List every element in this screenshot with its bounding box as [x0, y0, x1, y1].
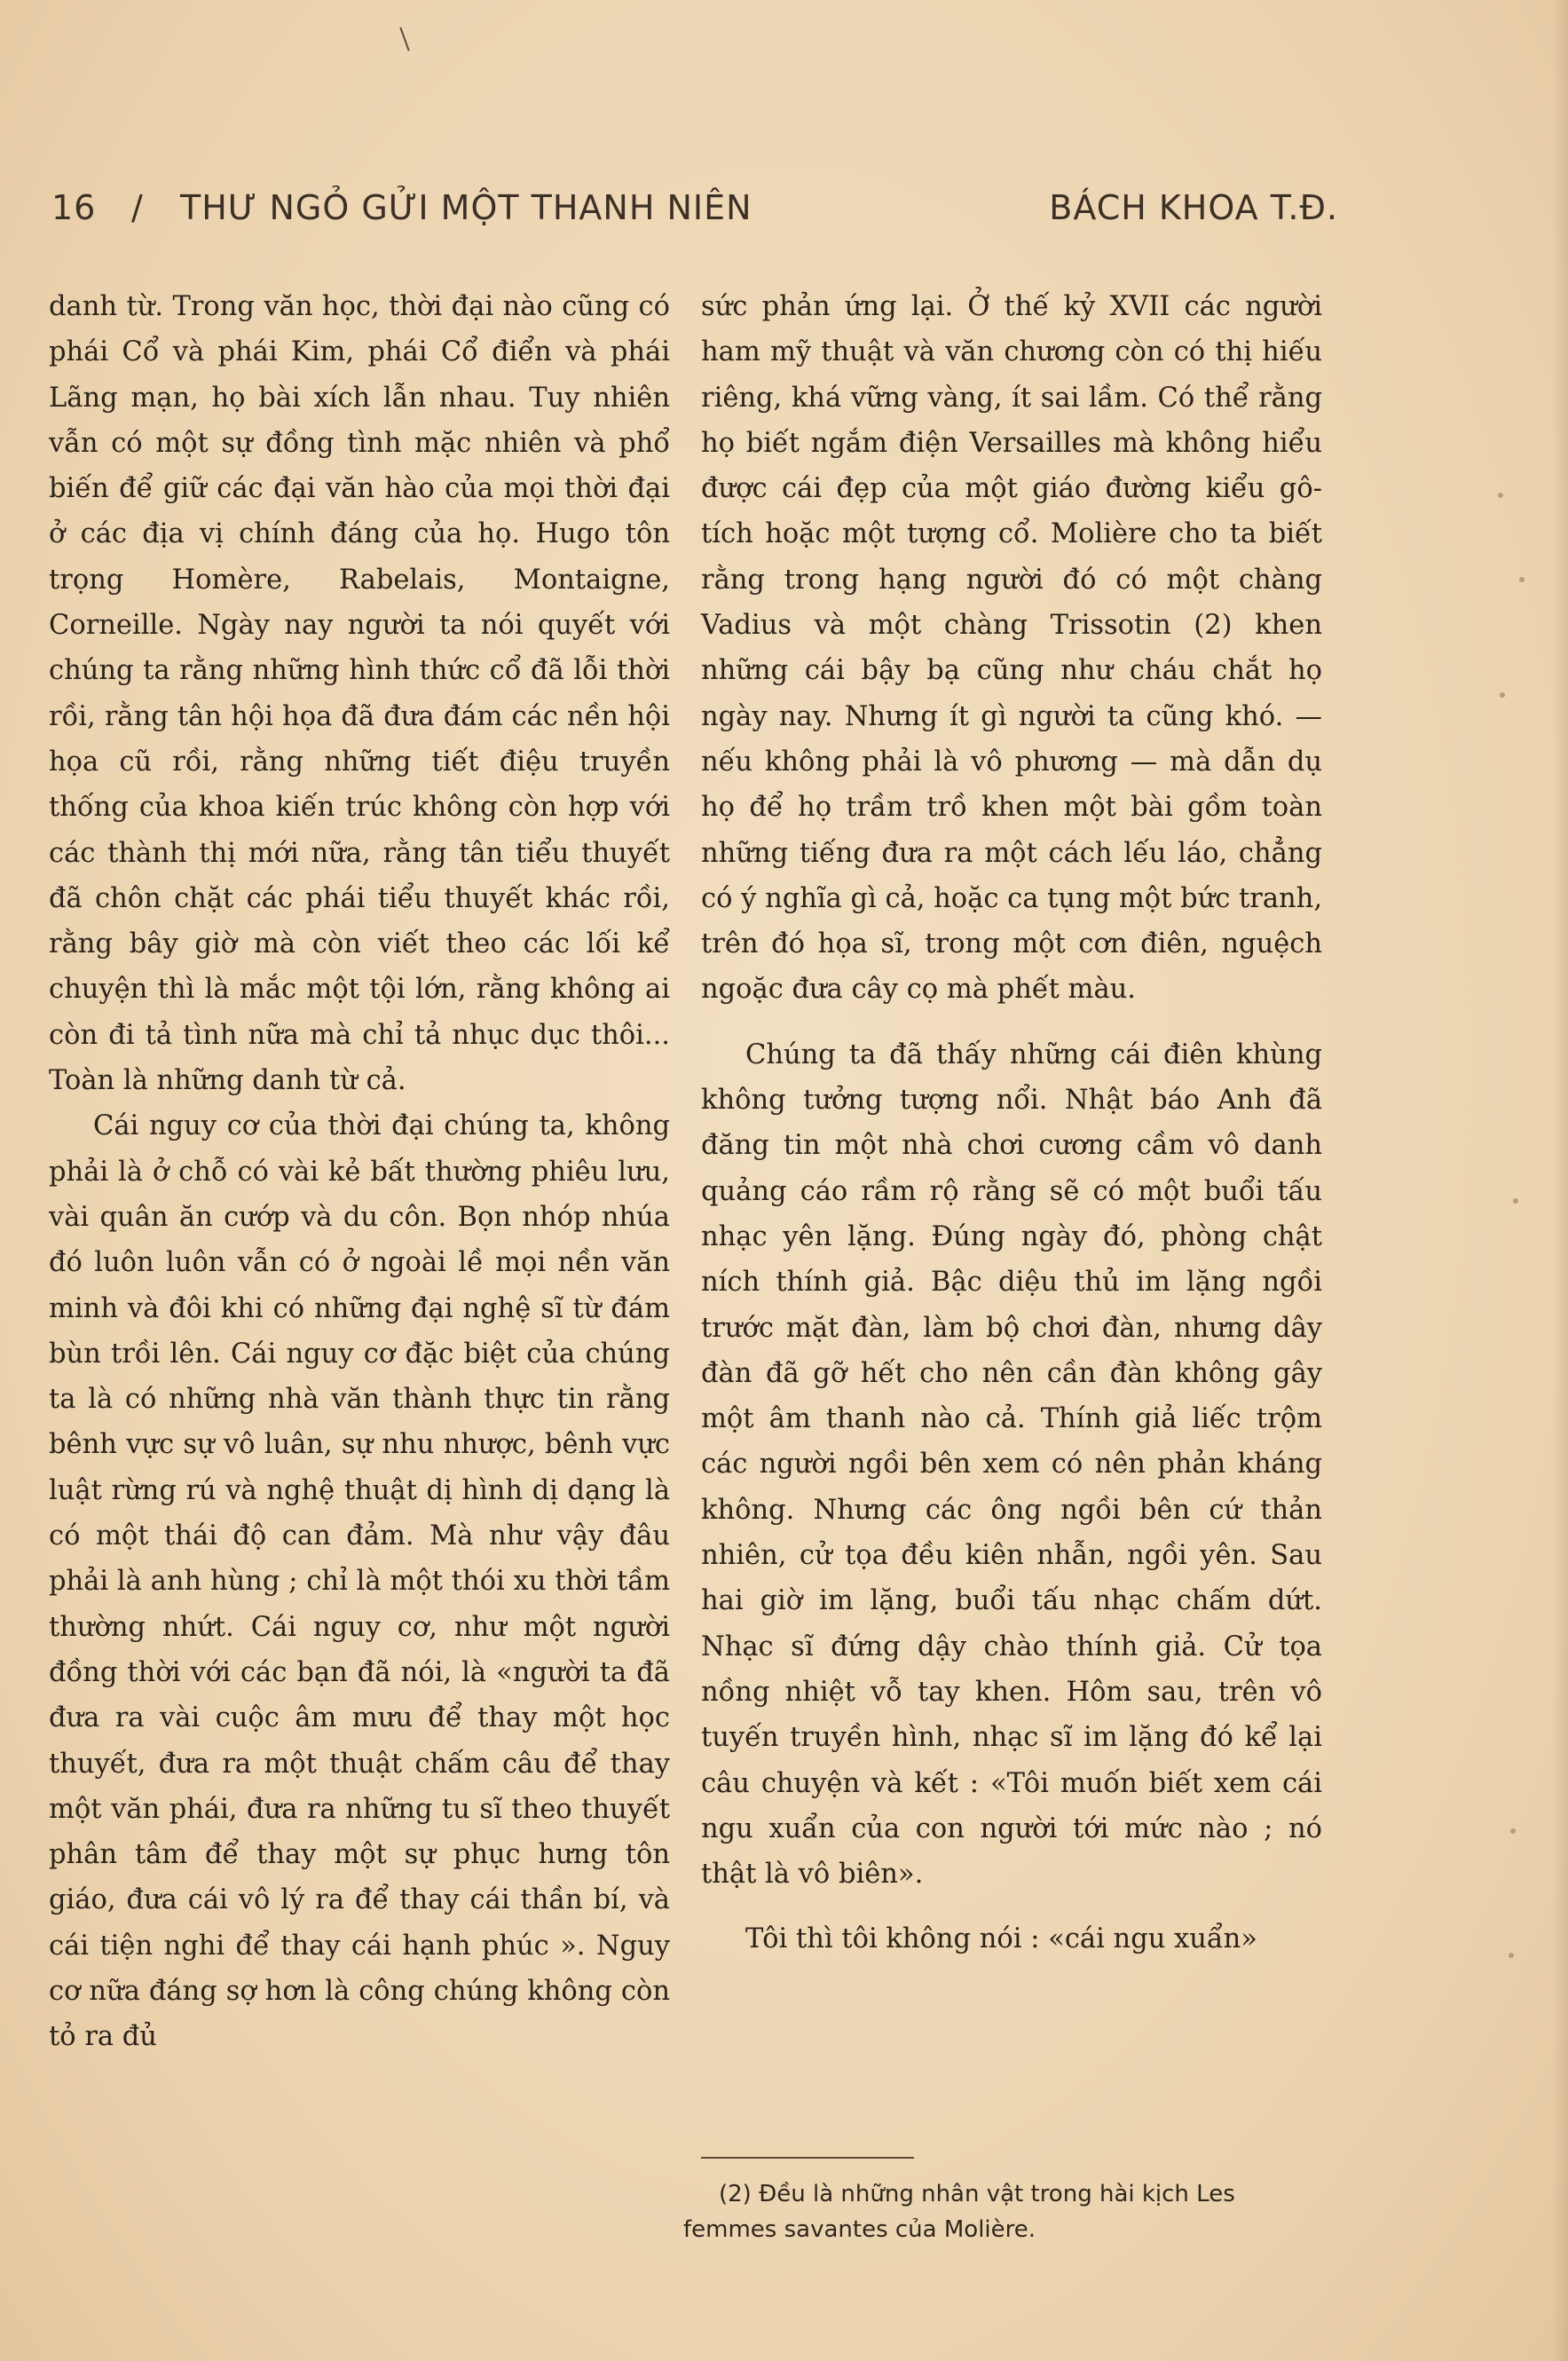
page-header: [51, 188, 1338, 233]
journal-name: BÁCH KHOA T.Đ.: [1049, 188, 1338, 227]
paper-speck: [1500, 692, 1505, 698]
paper-speck: [1498, 493, 1503, 498]
paper-speck: [1510, 1828, 1516, 1834]
footnote-divider: [701, 2157, 914, 2159]
running-title: THƯ NGỎ GỬI MỘT THANH NIÊN: [180, 188, 752, 227]
right-paragraph-2: Chúng ta đã thấy những cái điên khùng không tưởng tượng nổi. Nhật báo Anh đã đăng tin một nhà chơi cương cầm vô danh quảng cáo rầm rộ rằng sẽ có một buổi tấu nhạc yên lặng. Đúng ngày đó, phòng chật ních thính giả. Bậc diệu thủ im lặng ngồi trước mặt đàn, làm bộ chơi đàn, nhưng dây đàn đã gỡ hết cho nên cần đàn không gây một âm thanh nào cả. Thính giả liếc trộm các người ngồi bên xem có nên phản kháng không. Nhưng các ông ngồi bên cứ thản nhiên, cử tọa đều kiên nhẫn, ngồi yên. Sau hai giờ im lặng, buổi tấu nhạc chấm dứt. Nhạc sĩ đứng dậy chào thính giả. Cử tọa nồng nhiệt vỗ tay khen. Hôm sau, trên vô tuyến truyền hình, nhạc sĩ im lặng đó kể lại câu chuyện và kết : «Tôi muốn biết xem cái ngu xuẩn của con người tới mức nào ; nó thật là vô biên».: [701, 1038, 1322, 1891]
header-separator: /: [131, 188, 144, 227]
paper-speck: [1513, 1198, 1518, 1204]
right-paragraph-1: sức phản ứng lại. Ở thế kỷ XVII các người ham mỹ thuật và văn chương còn có thị hiếu riêng, khá vững vàng, ít sai lầm. Có thể rằng họ biết ngắm điện Versailles mà không hiểu được cái đẹp của một giáo đường kiểu gô-tích hoặc một tượng cổ. Molière cho ta biết rằng trong hạng người đó có một chàng Vadius và một chàng Trissotin (2) khen những cái bậy bạ cũng như cháu chắt họ ngày nay. Nhưng ít gì người ta cũng khó. — nếu không phải là vô phương — mà dẫn dụ họ để họ trầm trồ khen một bài gồm toàn những tiếng đưa ra một cách lếu láo, chẳng có ý nghĩa gì cả, hoặc ca tụng một bức tranh, trên đó họa sĩ, trong một cơn điên, nguệch ngoặc đưa cây cọ mà phết màu.: [701, 291, 1323, 1006]
paper-speck: [1509, 1953, 1514, 1958]
left-paragraph-2: Cái nguy cơ của thời đại chúng ta, không phải là ở chỗ có vài kẻ bất thường phiêu lưu, vài quân ăn cướp và du côn. Bọn nhóp nhúa đó luôn luôn vẫn có ở ngoài lề mọi nền văn minh và đôi khi có những đại nghệ sĩ từ đám bùn trồi lên. Cái nguy cơ đặc biệt của chúng ta là có những nhà văn thành thực tin rằng bênh vực sự vô luân, sự nhu nhược, bênh vực luật rừng rú và nghệ thuật dị hình dị dạng là có một thái độ can đảm. Mà như vậy đâu phải là anh hùng ; chỉ là một thói xu thời tầm thường nhứt. Cái nguy cơ, như một người đồng thời với các bạn đã nói, là «người ta đã đưa ra vài cuộc âm mưu để thay một học thuyết, đưa ra một thuật chấm câu để thay một văn phái, đưa ra những tu sĩ theo thuyết phân tâm để thay một sự phục hưng tôn giáo, đưa cái vô lý ra để thay cái thần bí, và cái tiện nghi để thay cái hạnh phúc ». Nguy cơ nữa đáng sợ hơn là công chúng không còn tỏ ra đủ: [49, 1110, 670, 2053]
ink-tick-mark: [399, 28, 409, 51]
right-column: [701, 284, 1322, 1962]
paper-speck: [1519, 577, 1525, 582]
footnote: (2) Đều là những nhân vật trong hài kịch Les femmes savantes của Molière.: [683, 2181, 1235, 2243]
left-paragraph-1: danh từ. Trong văn học, thời đại nào cũng có phái Cổ và phái Kim, phái Cổ điển và phái Lãng mạn, họ bài xích lẫn nhau. Tuy nhiên vẫn có một sự đồng tình mặc nhiên và phổ biến để giữ các đại văn hào của mọi thời đại ở các địa vị chính đáng của họ. Hugo tôn trọng Homère, Rabelais, Montaigne, Corneille. Ngày nay người ta nói quyết với chúng ta rằng những hình thức cổ đã lỗi thời rồi, rằng tân hội họa đã đưa đám các nền hội họa cũ rồi, rằng những tiết điệu truyền thống của khoa kiến trúc không còn hợp với các thành thị mới nữa, rằng tân tiểu thuyết đã chôn chặt các phái tiểu thuyết khác rồi, rằng bây giờ mà còn viết theo các lối kể chuyện thì là mắc một tội lớn, rằng không ai còn đi tả tình nữa mà chỉ tả nhục dục thôi... Toàn là những danh từ cả.: [49, 291, 670, 1097]
right-paragraph-3: Tôi thì tôi không nói : «cái ngu xuẩn»: [745, 1923, 1257, 1955]
left-column: [49, 284, 670, 2060]
page-number: 16: [51, 188, 97, 227]
page-edge-shadow: [1552, 0, 1568, 2361]
